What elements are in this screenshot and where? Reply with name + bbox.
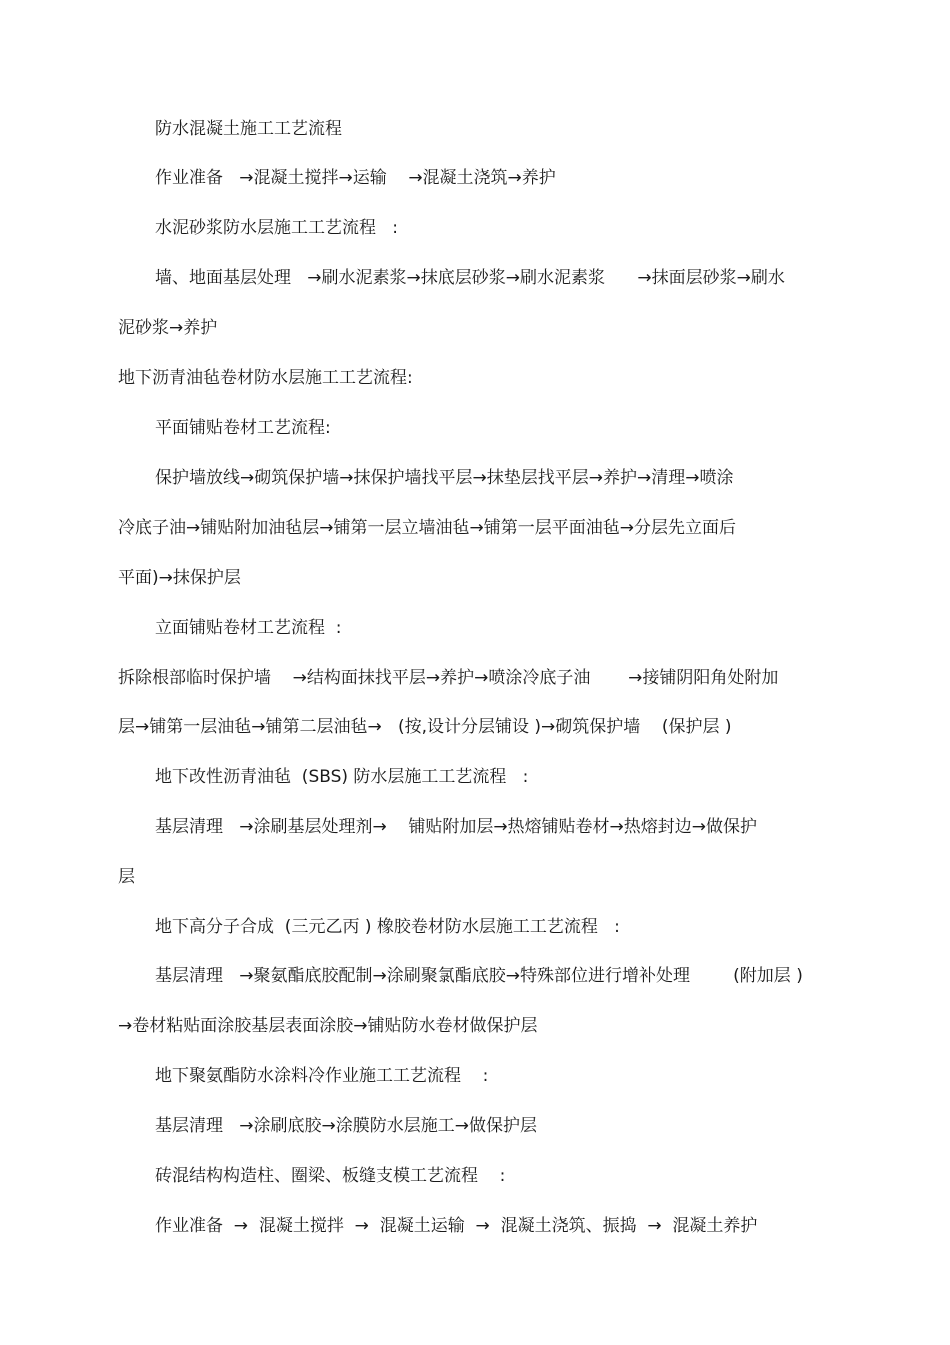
heading-vertical-laying: 立面铺贴卷材工艺流程 : xyxy=(155,618,342,638)
flow-cement-mortar-2: 泥砂浆→养护 xyxy=(118,318,218,338)
flow-sbs-felt-2: 层 xyxy=(118,867,135,887)
flow-sbs-felt-1: 基层清理 →涂刷基层处理剂→ 铺贴附加层→热熔铺贴卷材→热熔封边→做保护 xyxy=(155,817,758,837)
flow-epdm-rubber-2: →卷材粘贴面涂胶基层表面涂胶→铺贴防水卷材做保护层 xyxy=(118,1016,538,1036)
heading-brick-concrete-formwork: 砖混结构构造柱、圈梁、板缝支模工艺流程 : xyxy=(155,1166,506,1186)
heading-waterproof-concrete: 防水混凝土施工工艺流程 xyxy=(155,119,342,139)
flow-epdm-rubber-1: 基层清理 →聚氨酯底胶配制→涂刷聚氯酯底胶→特殊部位进行增补处理 (附加层 ) xyxy=(155,966,803,986)
flow-waterproof-concrete: 作业准备 →混凝土搅拌→运输 →混凝土浇筑→养护 xyxy=(155,168,556,188)
heading-sbs-felt: 地下改性沥青油毡 (SBS) 防水层施工工艺流程 : xyxy=(155,767,529,787)
flow-vertical-laying-1: 拆除根部临时保护墙 →结构面抹找平层→养护→喷涂冷底子油 →接铺阴阳角处附加 xyxy=(118,668,779,688)
flow-vertical-laying-2: 层→铺第一层油毡→铺第二层油毡→ (按,设计分层铺设 )→砌筑保护墙 (保护层 ) xyxy=(118,717,732,737)
heading-cement-mortar: 水泥砂浆防水层施工工艺流程 : xyxy=(155,218,398,238)
flow-flat-laying-1: 保护墙放线→砌筑保护墙→抹保护墙找平层→抹垫层找平层→养护→清理→喷涂 xyxy=(155,468,734,488)
flow-brick-concrete-formwork: 作业准备 → 混凝土搅拌 → 混凝土运输 → 混凝土浇筑、振捣 → 混凝土养护 xyxy=(155,1216,758,1236)
flow-flat-laying-2: 冷底子油→铺贴附加油毡层→铺第一层立墙油毡→铺第一层平面油毡→分层先立面后 xyxy=(118,518,736,538)
flow-flat-laying-3: 平面)→抹保护层 xyxy=(118,568,241,588)
heading-polyurethane-coating: 地下聚氨酯防水涂料冷作业施工工艺流程 : xyxy=(155,1066,489,1086)
flow-polyurethane-coating: 基层清理 →涂刷底胶→涂膜防水层施工→做保护层 xyxy=(155,1116,537,1136)
heading-flat-laying: 平面铺贴卷材工艺流程: xyxy=(155,418,331,438)
heading-asphalt-felt: 地下沥青油毡卷材防水层施工工艺流程: xyxy=(118,368,413,388)
flow-cement-mortar-1: 墙、地面基层处理 →刷水泥素浆→抹底层砂浆→刷水泥素浆 →抹面层砂浆→刷水 xyxy=(155,268,785,288)
heading-epdm-rubber: 地下高分子合成 (三元乙丙 ) 橡胶卷材防水层施工工艺流程 : xyxy=(155,917,620,937)
